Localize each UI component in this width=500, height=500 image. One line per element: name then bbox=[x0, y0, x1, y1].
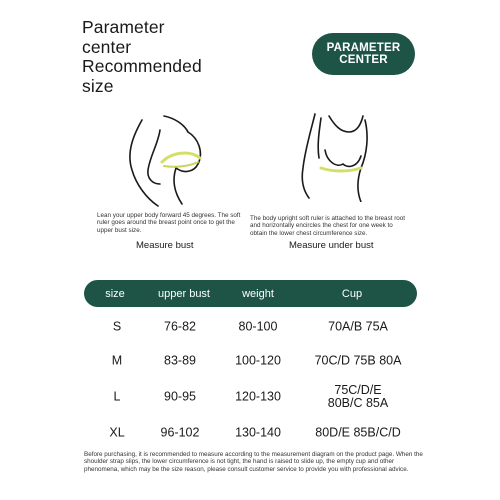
title-line-2: center bbox=[82, 36, 132, 57]
bust-label: Measure bust bbox=[136, 240, 194, 251]
cell-cup bbox=[328, 321, 388, 334]
page-title bbox=[82, 18, 202, 96]
title-line-4: size bbox=[82, 75, 114, 96]
table-row bbox=[84, 346, 417, 376]
table-row bbox=[84, 312, 417, 342]
cell-cup-line-2: 80B/C 85A bbox=[327, 396, 389, 410]
table-row bbox=[84, 418, 417, 448]
cell-cup bbox=[315, 355, 402, 368]
header-weight: weight bbox=[242, 287, 274, 300]
cell-size: S bbox=[112, 319, 122, 334]
cell-cup-line-1: 80D/E 85B/C/D bbox=[315, 425, 401, 440]
under-bust-measure-illustration bbox=[285, 110, 385, 202]
cell-upper-bust: 76-82 bbox=[164, 319, 196, 334]
cell-upper-bust: 83-89 bbox=[164, 353, 196, 368]
badge-line-2: CENTER bbox=[339, 54, 388, 66]
cell-size: L bbox=[113, 389, 121, 404]
cell-size: XL bbox=[109, 425, 125, 440]
header-size: size bbox=[105, 287, 125, 300]
under-bust-caption: The body upright soft ruler is attached to the breast root and horizontally encircles the chest for one week to obtain the lower chest circumference size. bbox=[250, 215, 406, 237]
cell-cup bbox=[328, 384, 388, 410]
cell-weight: 80-100 bbox=[238, 319, 278, 334]
parameter-center-badge bbox=[312, 33, 415, 75]
size-table-header bbox=[84, 280, 417, 307]
header-cup: Cup bbox=[341, 287, 363, 300]
cell-cup-line-1: 70A/B 75A bbox=[328, 319, 388, 334]
cell-upper-bust: 96-102 bbox=[160, 425, 200, 440]
table-row bbox=[84, 382, 417, 412]
under-bust-label: Measure under bust bbox=[289, 240, 374, 251]
cell-cup bbox=[315, 427, 400, 440]
cell-upper-bust: 90-95 bbox=[164, 389, 196, 404]
cell-cup-line-1: 70C/D 75B 80A bbox=[314, 353, 402, 368]
cell-cup-line-1: 75C/D/E bbox=[334, 383, 382, 397]
header-upper-bust: upper bust bbox=[158, 287, 210, 300]
bust-caption: Lean your upper body forward 45 degrees. The soft ruler goes around the breast point once to get the upper bust size. bbox=[97, 212, 241, 234]
title-line-1: Parameter bbox=[82, 17, 165, 37]
badge-line-1: PARAMETER bbox=[326, 42, 401, 54]
bust-measure-illustration bbox=[120, 108, 220, 208]
cell-weight: 120-130 bbox=[235, 389, 281, 404]
purchase-note: Before purchasing, it is recommended to measure according to the measurement diagram on the product page. When the shoulder strap slips, the lower circumference is not tight, the hand is raised to slide up, the empty cup and other phenomena, which may be the size reason, please consult customer service to provide you with professional advice. bbox=[84, 451, 423, 473]
title-line-3: Recommended bbox=[82, 56, 202, 76]
cell-size: M bbox=[111, 353, 123, 368]
cell-weight: 130-140 bbox=[235, 425, 281, 440]
cell-weight: 100-120 bbox=[235, 353, 281, 368]
